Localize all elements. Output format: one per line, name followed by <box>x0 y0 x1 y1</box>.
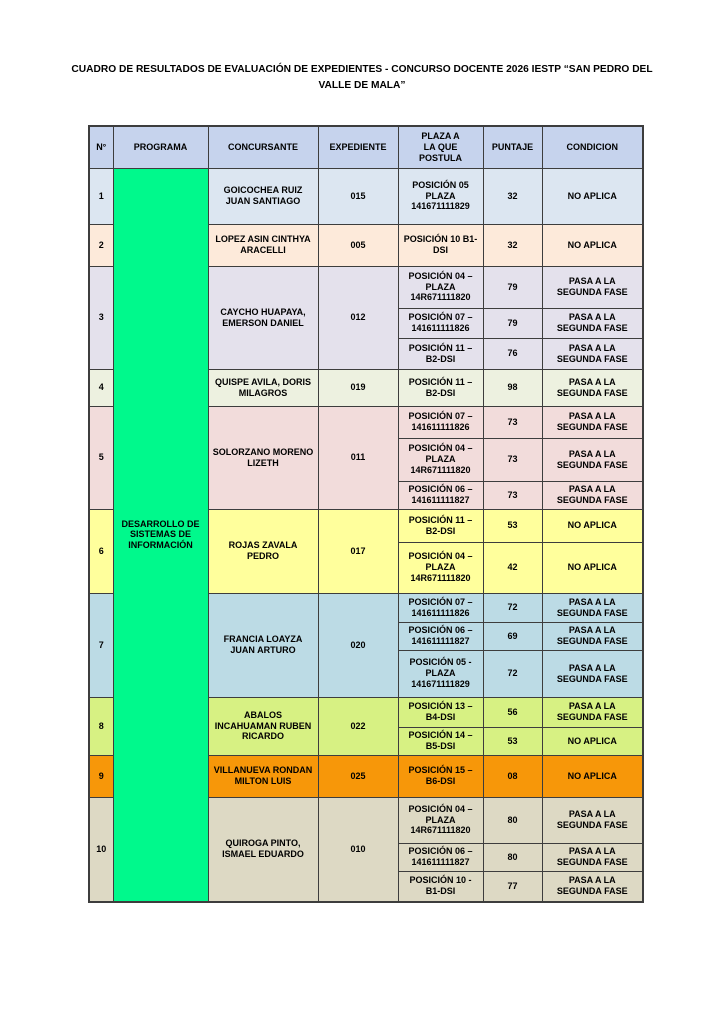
plaza-cell: POSICIÓN 07 – 141611111826 <box>398 593 483 622</box>
expediente-cell: 022 <box>318 697 398 755</box>
table-row <box>89 168 643 224</box>
plaza-cell: POSICIÓN 13 – B4-DSI <box>398 697 483 727</box>
condicion-cell: NO APLICA <box>542 727 643 755</box>
condicion-cell: PASA A LA SEGUNDA FASE <box>542 797 643 843</box>
expediente-cell: 010 <box>318 797 398 902</box>
puntaje-cell: 73 <box>483 406 542 438</box>
condicion-cell: PASA A LA SEGUNDA FASE <box>542 406 643 438</box>
plaza-cell: POSICIÓN 06 – 141611111827 <box>398 843 483 871</box>
concursante-cell: LOPEZ ASIN CINTHYA ARACELLI <box>208 224 318 266</box>
puntaje-cell: 73 <box>483 481 542 509</box>
puntaje-cell: 72 <box>483 593 542 622</box>
condicion-cell: PASA A LA SEGUNDA FASE <box>542 650 643 697</box>
concursante-cell: GOICOCHEA RUIZ JUAN SANTIAGO <box>208 168 318 224</box>
puntaje-cell: 98 <box>483 369 542 406</box>
row-number-cell: 8 <box>89 697 113 755</box>
condicion-cell: PASA A LA SEGUNDA FASE <box>542 593 643 622</box>
puntaje-cell: 72 <box>483 650 542 697</box>
table-body <box>89 168 643 902</box>
column-header-label: PROGRAMA <box>133 141 188 152</box>
puntaje-cell: 76 <box>483 338 542 369</box>
puntaje-cell: 32 <box>483 224 542 266</box>
puntaje-cell: 56 <box>483 697 542 727</box>
condicion-cell: PASA A LA SEGUNDA FASE <box>542 622 643 650</box>
puntaje-cell: 79 <box>483 308 542 338</box>
condicion-cell: NO APLICA <box>542 542 643 593</box>
expediente-cell: 015 <box>318 168 398 224</box>
concursante-cell: ROJAS ZAVALA PEDRO <box>208 509 318 593</box>
plaza-cell: POSICIÓN 15 – B6-DSI <box>398 755 483 797</box>
plaza-cell: POSICIÓN 04 – PLAZA 14R671111820 <box>398 266 483 308</box>
row-number-cell: 2 <box>89 224 113 266</box>
puntaje-cell: 79 <box>483 266 542 308</box>
column-header-condicion <box>542 126 643 168</box>
condicion-cell: PASA A LA SEGUNDA FASE <box>542 369 643 406</box>
results-table <box>88 125 644 903</box>
concursante-cell: VILLANUEVA RONDAN MILTON LUIS <box>208 755 318 797</box>
column-header-label: N° <box>96 141 107 152</box>
column-header-plaza <box>398 126 483 168</box>
concursante-cell: SOLORZANO MORENO LIZETH <box>208 406 318 509</box>
expediente-cell: 017 <box>318 509 398 593</box>
condicion-cell: PASA A LA SEGUNDA FASE <box>542 697 643 727</box>
row-number-cell: 6 <box>89 509 113 593</box>
column-header-concursante <box>208 126 318 168</box>
column-header-puntaje <box>483 126 542 168</box>
column-header-label: CONDICION <box>566 141 618 152</box>
plaza-cell: POSICIÓN 05 - PLAZA 141671111829 <box>398 650 483 697</box>
column-header-label: CONCURSANTE <box>227 141 298 152</box>
row-number-cell: 9 <box>89 755 113 797</box>
plaza-cell: POSICIÓN 05 PLAZA 141671111829 <box>398 168 483 224</box>
puntaje-cell: 42 <box>483 542 542 593</box>
row-number-cell: 1 <box>89 168 113 224</box>
column-header-programa <box>113 126 208 168</box>
column-header-label: PLAZA A LA QUE POSTULA <box>418 131 462 163</box>
expediente-cell: 019 <box>318 369 398 406</box>
condicion-cell: NO APLICA <box>542 224 643 266</box>
plaza-cell: POSICIÓN 07 – 141611111826 <box>398 406 483 438</box>
concursante-cell: QUISPE AVILA, DORIS MILAGROS <box>208 369 318 406</box>
page-title: CUADRO DE RESULTADOS DE EVALUACIÓN DE EXPEDIENTES - CONCURSO DOCENTE 2026 IESTP “SAN PEDRO DEL VALLE DE MALA” <box>71 64 653 92</box>
condicion-cell: PASA A LA SEGUNDA FASE <box>542 308 643 338</box>
puntaje-cell: 77 <box>483 871 542 902</box>
plaza-cell: POSICIÓN 10 B1-DSI <box>398 224 483 266</box>
plaza-cell: POSICIÓN 06 – 141611111827 <box>398 622 483 650</box>
column-header-label: PUNTAJE <box>491 141 534 152</box>
condicion-cell: PASA A LA SEGUNDA FASE <box>542 438 643 481</box>
expediente-cell: 020 <box>318 593 398 697</box>
condicion-cell: NO APLICA <box>542 755 643 797</box>
row-number-cell: 10 <box>89 797 113 902</box>
concursante-cell: CAYCHO HUAPAYA, EMERSON DANIEL <box>208 266 318 369</box>
expediente-cell: 005 <box>318 224 398 266</box>
puntaje-cell: 08 <box>483 755 542 797</box>
row-number-cell: 3 <box>89 266 113 369</box>
concursante-cell: QUIROGA PINTO, ISMAEL EDUARDO <box>208 797 318 902</box>
row-number-cell: 7 <box>89 593 113 697</box>
plaza-cell: POSICIÓN 04 – PLAZA 14R671111820 <box>398 438 483 481</box>
condicion-cell: NO APLICA <box>542 168 643 224</box>
condicion-cell: PASA A LA SEGUNDA FASE <box>542 481 643 509</box>
plaza-cell: POSICIÓN 11 – B2-DSI <box>398 369 483 406</box>
puntaje-cell: 53 <box>483 727 542 755</box>
puntaje-cell: 53 <box>483 509 542 542</box>
plaza-cell: POSICIÓN 10 - B1-DSI <box>398 871 483 902</box>
column-header-expediente <box>318 126 398 168</box>
condicion-cell: NO APLICA <box>542 509 643 542</box>
plaza-cell: POSICIÓN 07 – 141611111826 <box>398 308 483 338</box>
concursante-cell: FRANCIA LOAYZA JUAN ARTURO <box>208 593 318 697</box>
puntaje-cell: 73 <box>483 438 542 481</box>
expediente-cell: 025 <box>318 755 398 797</box>
expediente-cell: 012 <box>318 266 398 369</box>
plaza-cell: POSICIÓN 04 – PLAZA 14R671111820 <box>398 797 483 843</box>
concursante-cell: ABALOS INCAHUAMAN RUBEN RICARDO <box>208 697 318 755</box>
column-header-num <box>89 126 113 168</box>
condicion-cell: PASA A LA SEGUNDA FASE <box>542 266 643 308</box>
condicion-cell: PASA A LA SEGUNDA FASE <box>542 338 643 369</box>
column-header-label: EXPEDIENTE <box>329 141 387 152</box>
plaza-cell: POSICIÓN 04 – PLAZA 14R671111820 <box>398 542 483 593</box>
puntaje-cell: 80 <box>483 843 542 871</box>
plaza-cell: POSICIÓN 11 – B2-DSI <box>398 338 483 369</box>
puntaje-cell: 32 <box>483 168 542 224</box>
puntaje-cell: 69 <box>483 622 542 650</box>
table-header-row <box>89 126 643 168</box>
plaza-cell: POSICIÓN 11 – B2-DSI <box>398 509 483 542</box>
condicion-cell: PASA A LA SEGUNDA FASE <box>542 871 643 902</box>
plaza-cell: POSICIÓN 14 – B5-DSI <box>398 727 483 755</box>
condicion-cell: PASA A LA SEGUNDA FASE <box>542 843 643 871</box>
programa-cell: DESARROLLO DE SISTEMAS DE INFORMACIÓN <box>113 168 208 902</box>
puntaje-cell: 80 <box>483 797 542 843</box>
expediente-cell: 011 <box>318 406 398 509</box>
plaza-cell: POSICIÓN 06 – 141611111827 <box>398 481 483 509</box>
row-number-cell: 4 <box>89 369 113 406</box>
row-number-cell: 5 <box>89 406 113 509</box>
